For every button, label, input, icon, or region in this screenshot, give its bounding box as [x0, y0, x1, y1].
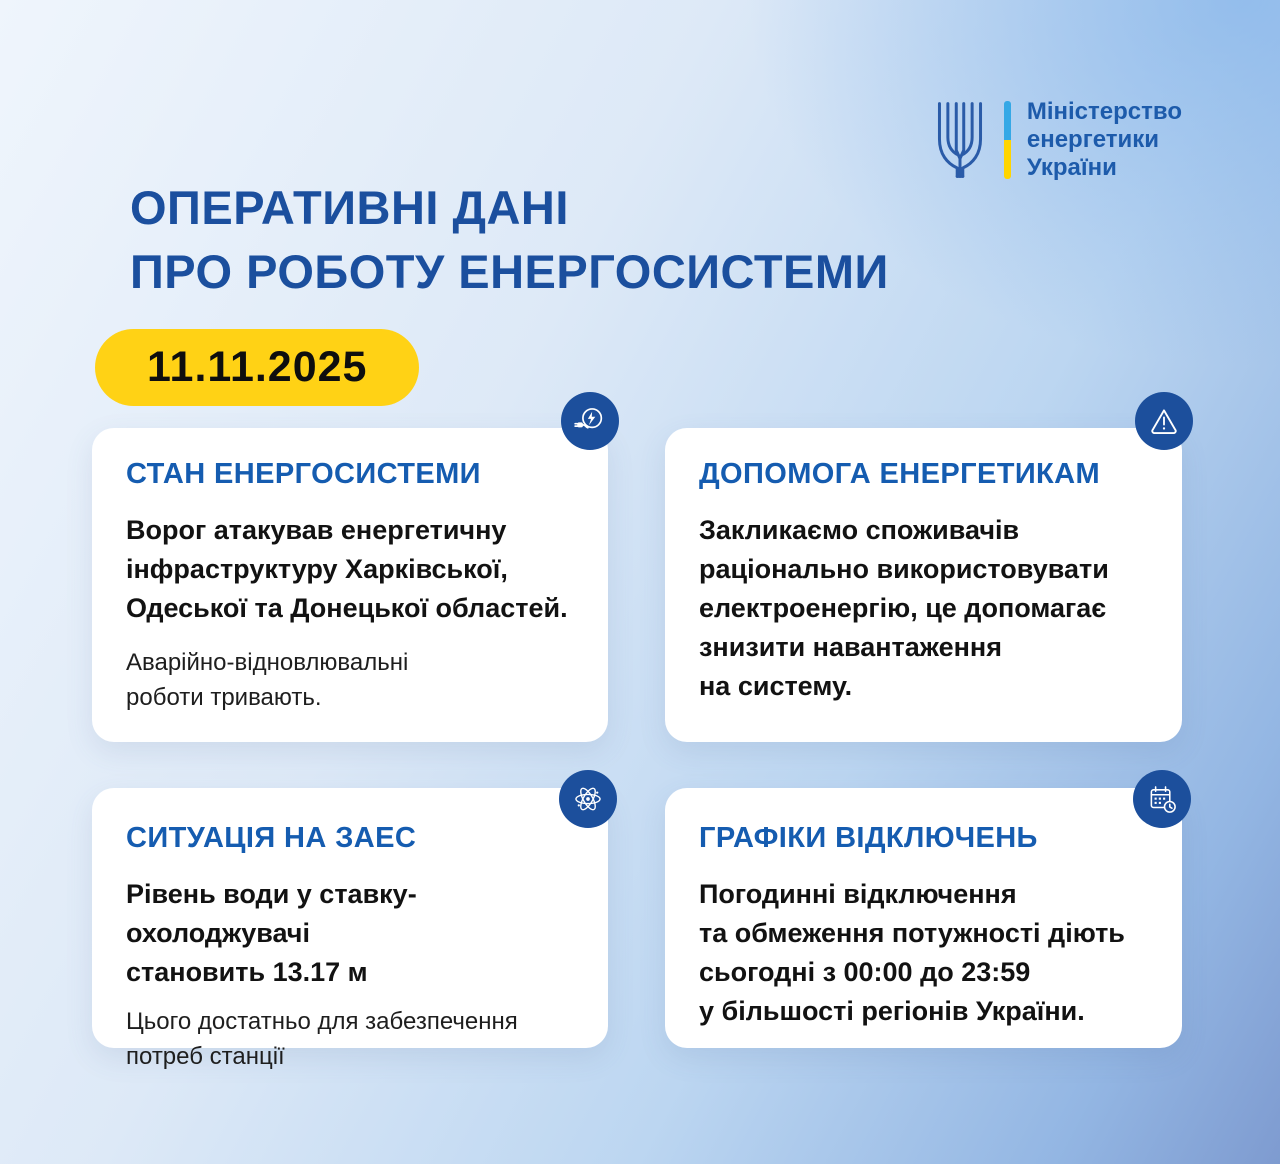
ukraine-trident-icon — [932, 96, 988, 184]
card-znpp-situation — [92, 788, 608, 1070]
card-help-energy-workers — [665, 428, 1182, 742]
ministry-name-line1: Міністерство — [1026, 98, 1182, 125]
lead-line: становить 13.17 м — [126, 957, 368, 987]
lead-line: сьогодні з 00:00 до 23:59 — [699, 957, 1031, 987]
card-energy-status — [92, 428, 608, 742]
ministry-name-line3: України — [1026, 154, 1117, 181]
lead-line: електроенергію, це допомагає — [699, 593, 1107, 623]
divider-blue-half — [1004, 101, 1011, 140]
lead-line: знизити навантаження — [699, 632, 1002, 662]
card-note-text — [126, 1004, 574, 1074]
lead-line: Одеської та Донецької областей. — [126, 593, 568, 623]
calendar-clock-icon — [1133, 770, 1191, 828]
ministry-name — [1027, 98, 1182, 182]
card-outage-schedules — [665, 788, 1182, 1048]
lead-line: раціонально використовувати — [699, 554, 1109, 584]
card-lead-text — [126, 511, 574, 628]
card-title: СТАН ЕНЕРГОСИСТЕМИ — [126, 458, 481, 490]
divider-yellow-half — [1004, 140, 1011, 179]
card-lead-text — [699, 875, 1148, 1031]
lead-line: Рівень води у ставку-охолоджувачі — [126, 879, 417, 948]
lead-line: на систему. — [699, 671, 853, 701]
lead-line: у більшості регіонів України. — [699, 996, 1085, 1026]
lead-line: та обмеження потужності діють — [699, 918, 1125, 948]
atom-icon — [559, 770, 617, 828]
card-note-text — [126, 645, 574, 715]
page-title-line2: ПРО РОБОТУ ЕНЕРГОСИСТЕМИ — [130, 245, 889, 298]
card-title: СИТУАЦІЯ НА ЗАЕС — [126, 822, 417, 854]
card-title: ДОПОМОГА ЕНЕРГЕТИКАМ — [699, 458, 1101, 490]
page-title-line1: ОПЕРАТИВНІ ДАНІ — [130, 181, 569, 234]
card-lead-text — [699, 511, 1148, 706]
note-line: Аварійно-відновлювальні — [126, 649, 409, 676]
lead-line: Закликаємо споживачів — [699, 515, 1020, 545]
ministry-name-line2: енергетики — [1026, 126, 1160, 153]
note-line: потреб станції — [126, 1043, 285, 1070]
lead-line: Погодинні відключення — [699, 879, 1017, 909]
date-badge: 11.11.2025 — [95, 329, 419, 406]
lead-line: інфраструктуру Харківської, — [126, 554, 508, 584]
note-line: Цього достатньо для забезпечення — [126, 1008, 518, 1035]
card-title: ГРАФІКИ ВІДКЛЮЧЕНЬ — [699, 822, 1038, 854]
warning-triangle-icon — [1135, 392, 1193, 450]
ministry-logo — [932, 96, 1182, 184]
lead-line: Ворог атакував енергетичну — [126, 515, 507, 545]
card-lead-text — [126, 875, 574, 992]
note-line: роботи тривають. — [126, 684, 322, 711]
page-title — [130, 176, 889, 304]
logo-divider — [1004, 101, 1011, 179]
plug-lightning-icon — [561, 392, 619, 450]
